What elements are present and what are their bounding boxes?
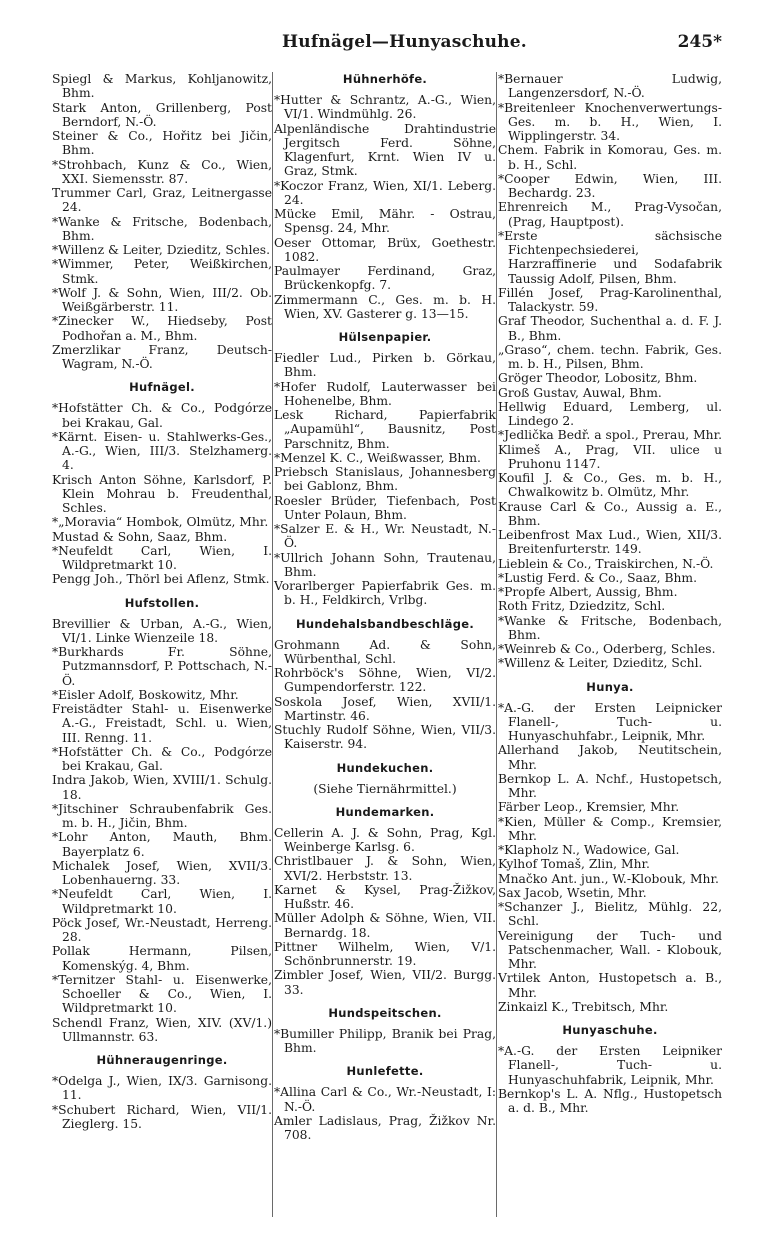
directory-entry: Paulmayer Ferdinand, Graz, Brückenkopfg. 7. (274, 264, 496, 293)
directory-entry: Bernkop L. A. Nchf., Hustopetsch, Mhr. (498, 771, 722, 800)
section-heading: Hühneraugenringe. (96, 1053, 228, 1067)
section-heading: Hunya. (586, 679, 634, 694)
directory-entry: *Neufeldt Carl, Wien, I. Wildpretmarkt 10. (52, 543, 272, 572)
section-heading: Hundemarken. (335, 804, 435, 819)
directory-entry: *Wanke & Fritsche, Bodenbach, Bhm. (52, 214, 272, 243)
directory-entry: Hellwig Eduard, Lemberg, ul. Lindego 2. (498, 399, 722, 428)
directory-entry: Steiner & Co., Hořitz bei Jičin, Bhm. (52, 129, 272, 158)
directory-entry: *Bernauer Ludwig, Langenzersdorf, N.-Ö. (498, 72, 722, 101)
directory-entry: Mustad & Sohn, Saaz, Bhm. (52, 529, 228, 544)
directory-entry: Christlbauer J. & Sohn, Wien, XVI/2. Herbststr. 13. (274, 854, 496, 883)
directory-entry: Groß Gustav, Auwal, Bhm. (498, 385, 662, 400)
section-heading: Hufstollen. (124, 595, 200, 610)
directory-entry: Mnačko Ant. jun., W.-Klobouk, Mhr. (498, 871, 719, 886)
directory-entry: „Graso“, chem. techn. Fabrik, Ges. m. b. H., Pilsen, Bhm. (498, 342, 722, 371)
directory-entry: *Hofer Rudolf, Lauterwasser bei Hohenelbe, Bhm. (274, 379, 496, 408)
directory-entry: *Odelga J., Wien, IX/3. Garnisong. 11. (52, 1074, 272, 1103)
directory-entry: *Jitschiner Schraubenfabrik Ges. m. b. H., Jičin, Bhm. (52, 801, 272, 830)
directory-entry: *Cooper Edwin, Wien, III. Bechardg. 23. (498, 171, 722, 200)
directory-entry: *Jedlička Bedř. a spol., Prerau, Mhr. (498, 428, 723, 443)
directory-entry: Vrtilek Anton, Hustopetsch a. B., Mhr. (498, 971, 722, 1000)
directory-entry: Cellerin A. J. & Sohn, Prag, Kgl. Weinberge Karlsg. 6. (274, 825, 496, 854)
directory-entry: Krisch Anton Söhne, Karlsdorf, P. Klein Mohrau b. Freudenthal, Schles. (52, 472, 272, 515)
directory-entry: Brevillier & Urban, A.-G., Wien, VI/1. Linke Wienzeile 18. (52, 616, 272, 645)
directory-entry: Priebsch Stanislaus, Johannesberg bei Gablonz, Bhm. (274, 465, 496, 494)
directory-entry: Amler Ladislaus, Prag, Žižkov Nr. 708. (274, 1113, 496, 1142)
column-1 (52, 72, 272, 1222)
directory-entry: Alpenländische Drahtindustrie Jergitsch Ferd. Söhne, Klagenfurt, Krnt. Wien IV u. Graz, Stmk. (274, 121, 496, 179)
directory-entry: Kylhof Tomaš, Zlin, Mhr. (498, 857, 650, 872)
directory-entry: Koufil J. & Co., Ges. m. b. H., Chwalkowitz b. Olmütz, Mhr. (498, 471, 722, 500)
directory-entry: Leibenfrost Max Lud., Wien, XII/3. Breitenfurterstr. 149. (498, 528, 722, 557)
directory-entry: Stark Anton, Grillenberg, Post Berndorf, N.-Ö. (52, 100, 272, 129)
directory-entry: *A.-G. der Ersten Leipniker Flanell-, Tuch- u. Hunyaschuhfabrik, Leipnik, Mhr. (498, 1044, 722, 1087)
directory-entry: *Lohr Anton, Mauth, Bhm. Bayerplatz 6. (52, 830, 272, 859)
directory-entry: *Wolf J. & Sohn, Wien, III/2. Ob. Weißgärberstr. 11. (52, 285, 272, 314)
page-number: 245* (677, 32, 722, 52)
section-heading: Hundehalsbandbeschläge. (295, 616, 475, 631)
directory-entry: Vorarlberger Papierfabrik Ges. m. b. H., Feldkirch, Vrlbg. (274, 579, 496, 608)
column-3 (498, 72, 722, 1222)
directory-entry: Karnet & Kysel, Prag-Žižkov, Hußstr. 46. (274, 882, 496, 911)
directory-entry: *Schubert Richard, Wien, VII/1. Zieglerg. 15. (52, 1102, 272, 1131)
page-title: Hufnägel—Hunyaschuhe. (282, 32, 527, 52)
directory-entry: *Hofstätter Ch. & Co., Podgórze bei Krakau, Gal. (52, 401, 272, 430)
directory-entry: Sax Jacob, Wsetin, Mhr. (498, 885, 647, 900)
directory-entry: Rohrböck's Söhne, Wien, VI/2. Gumpendorferstr. 122. (274, 666, 496, 695)
directory-entry: *Kien, Müller & Comp., Kremsier, Mhr. (498, 814, 722, 843)
directory-entry: *„Moravia“ Hombok, Olmütz, Mhr. (52, 515, 269, 530)
directory-entry: *Willenz & Leiter, Dzieditz, Schl. (498, 656, 703, 671)
column-divider (272, 72, 273, 1217)
directory-entry: Pollak Hermann, Pilsen, Komenskýg. 4, Bhm. (52, 944, 272, 973)
directory-entry: Indra Jakob, Wien, XVIII/1. Schulg. 18. (52, 773, 272, 802)
directory-entry: Zinkaizl K., Trebitsch, Mhr. (498, 999, 669, 1014)
directory-entry: *Ternitzer Stahl- u. Eisenwerke, Schoeller & Co., Wien, I. Wildpretmarkt 10. (52, 972, 272, 1016)
directory-entry: *Menzel K. C., Weißwasser, Bhm. (274, 450, 481, 465)
directory-entry: Gröger Theodor, Lobositz, Bhm. (498, 371, 698, 386)
directory-entry: *Koczor Franz, Wien, XI/1. Leberg. 24. (274, 178, 496, 207)
directory-entry: *Wanke & Fritsche, Bodenbach, Bhm. (498, 613, 722, 642)
directory-entry: *Ullrich Johann Sohn, Trautenau, Bhm. (274, 550, 496, 579)
directory-entry: *Strohbach, Kunz & Co., Wien, XXI. Siemensstr. 87. (52, 157, 272, 186)
directory-entry: Oeser Ottomar, Brüx, Goethestr. 1082. (274, 235, 496, 264)
directory-entry: Fillén Josef, Prag-Karolinenthal, Talackystr. 59. (498, 285, 722, 314)
section-heading: Hundekuchen. (336, 760, 434, 775)
section-heading: Hundspeitschen. (328, 1005, 442, 1020)
directory-entry: Grohmann Ad. & Sohn, Würbenthal, Schl. (274, 637, 496, 666)
directory-columns (52, 72, 722, 1222)
directory-entry: Lieblein & Co., Traiskirchen, N.-Ö. (498, 556, 714, 571)
directory-entry: Bernkop's L. A. Nflg., Hustopetsch a. d. B., Mhr. (498, 1086, 722, 1115)
directory-entry: *Bumiller Philipp, Branik bei Prag, Bhm. (274, 1026, 496, 1055)
directory-entry: *Neufeldt Carl, Wien, I. Wildpretmarkt 10. (52, 887, 272, 916)
directory-entry: *Hofstätter Ch. & Co., Podgórze bei Krakau, Gal. (52, 744, 272, 773)
section-heading: Hülsenpapier. (338, 330, 432, 344)
directory-entry: Zmerzlikar Franz, Deutsch-Wagram, N.-Ö. (52, 342, 272, 371)
directory-entry: Klimeš A., Prag, VII. ulice u Pruhonu 1147. (498, 442, 722, 471)
directory-entry: *Allina Carl & Co., Wr.-Neustadt, I: N.-Ö. (274, 1085, 496, 1114)
directory-entry: *Eisler Adolf, Boskowitz, Mhr. (52, 687, 239, 702)
directory-entry: *Breitenleer Knochenverwertungs-Ges. m. b. H., Wien, I. Wipplingerstr. 34. (498, 100, 722, 143)
directory-entry: *Lustig Ferd. & Co., Saaz, Bhm. (498, 570, 697, 585)
directory-entry: Freistädter Stahl- u. Eisenwerke A.-G., Freistadt, Schl. u. Wien, III. Renng. 11. (52, 702, 272, 745)
directory-entry: Zimmermann C., Ges. m. b. H. Wien, XV. Gasterer g. 13—15. (274, 292, 496, 321)
directory-entry: Zimbler Josef, Wien, VII/2. Burgg. 33. (274, 968, 496, 997)
directory-entry: Chem. Fabrik in Komorau, Ges. m. b. H., Schl. (498, 143, 722, 172)
directory-entry: *Zinecker W., Hiedseby, Post Podhořan a. M., Bhm. (52, 314, 272, 343)
directory-entry: Pöck Josef, Wr.-Neustadt, Herreng. 28. (52, 915, 272, 944)
directory-entry: Stuchly Rudolf Söhne, Wien, VII/3. Kaiserstr. 94. (274, 723, 496, 752)
directory-entry: *Erste sächsische Fichtenpechsiederei, Harzraffinerie und Sodafabrik Taussig Adolf, Pilsen, Bhm. (498, 228, 722, 286)
directory-entry: Müller Adolph & Söhne, Wien, VII. Bernardg. 18. (274, 911, 496, 940)
directory-entry: *Propfe Albert, Aussig, Bhm. (498, 585, 678, 599)
directory-entry: *Wimmer, Peter, Weißkirchen, Stmk. (52, 257, 272, 286)
column-divider (496, 72, 497, 1217)
column-2 (274, 72, 496, 1222)
directory-entry: Graf Theodor, Suchenthal a. d. F. J. B., Bhm. (498, 314, 722, 343)
directory-entry: *Willenz & Leiter, Dzieditz, Schles. (52, 243, 270, 257)
directory-entry: *Weinreb & Co., Oderberg, Schles. (498, 642, 716, 656)
directory-entry: Pengg Joh., Thörl bei Aflenz, Stmk. (52, 572, 270, 587)
page-header (52, 32, 722, 56)
directory-entry: *Klapholz N., Wadowice, Gal. (498, 843, 680, 857)
directory-entry: *Burkhards Fr. Söhne, Putzmannsdorf, P. Pottschach, N.-Ö. (52, 645, 272, 688)
directory-entry: Ehrenreich M., Prag-Vysočan, (Prag, Hauptpost). (498, 200, 722, 229)
directory-entry: Vereinigung der Tuch- und Patschenmacher, Wall. - Klobouk, Mhr. (498, 928, 722, 971)
directory-entry: Pittner Wilhelm, Wien, V/1. Schönbrunnerstr. 19. (274, 939, 496, 968)
cross-reference-note: (Siehe Tiernährmittel.) (313, 781, 457, 796)
directory-entry: Soskola Josef, Wien, XVII/1. Martinstr. 46. (274, 694, 496, 723)
directory-entry: Roesler Brüder, Tiefenbach, Post Unter Polaun, Bhm. (274, 493, 496, 522)
directory-entry: Trummer Carl, Graz, Leitnergasse 24. (52, 186, 272, 215)
section-heading: Hunlefette. (346, 1064, 424, 1079)
directory-entry: Mücke Emil, Mähr. - Ostrau, Spensg. 24, Mhr. (274, 207, 496, 236)
directory-entry: *A.-G. der Ersten Leipnicker Flanell-, Tuch- u. Hunyaschuhfabr., Leipnik, Mhr. (498, 700, 722, 743)
section-heading: Hühnerhöfe. (342, 72, 428, 86)
directory-entry: Allerhand Jakob, Neutitschein, Mhr. (498, 743, 722, 772)
section-heading: Hufnägel. (129, 380, 195, 395)
directory-entry: *Salzer E. & H., Wr. Neustadt, N.-Ö. (274, 522, 496, 551)
directory-entry: Roth Fritz, Dziedzitz, Schl. (498, 599, 666, 614)
directory-entry: Spiegl & Markus, Kohljanowitz, Bhm. (52, 72, 272, 101)
directory-entry: Michalek Josef, Wien, XVII/3. Lobenhauerng. 33. (52, 858, 272, 887)
directory-entry: Schendl Franz, Wien, XIV. (XV/1.) Ullmannstr. 63. (52, 1015, 272, 1044)
section-heading: Hunyaschuhe. (562, 1023, 658, 1037)
directory-entry: *Hutter & Schrantz, A.-G., Wien, VI/1. Windmühlg. 26. (274, 93, 496, 122)
directory-entry: Fiedler Lud., Pirken b. Görkau, Bhm. (274, 351, 496, 380)
directory-entry: Färber Leop., Kremsier, Mhr. (498, 800, 680, 815)
directory-entry: *Kärnt. Eisen- u. Stahlwerks-Ges., A.-G., Wien, III/3. Stelzhamerg. 4. (52, 429, 272, 473)
directory-entry: Krause Carl & Co., Aussig a. E., Bhm. (498, 499, 722, 528)
directory-entry: Lesk Richard, Papierfabrik „Aupamühl“, Bausnitz, Post Parschnitz, Bhm. (274, 408, 496, 451)
directory-entry: *Schanzer J., Bielitz, Mühlg. 22, Schl. (498, 900, 722, 929)
